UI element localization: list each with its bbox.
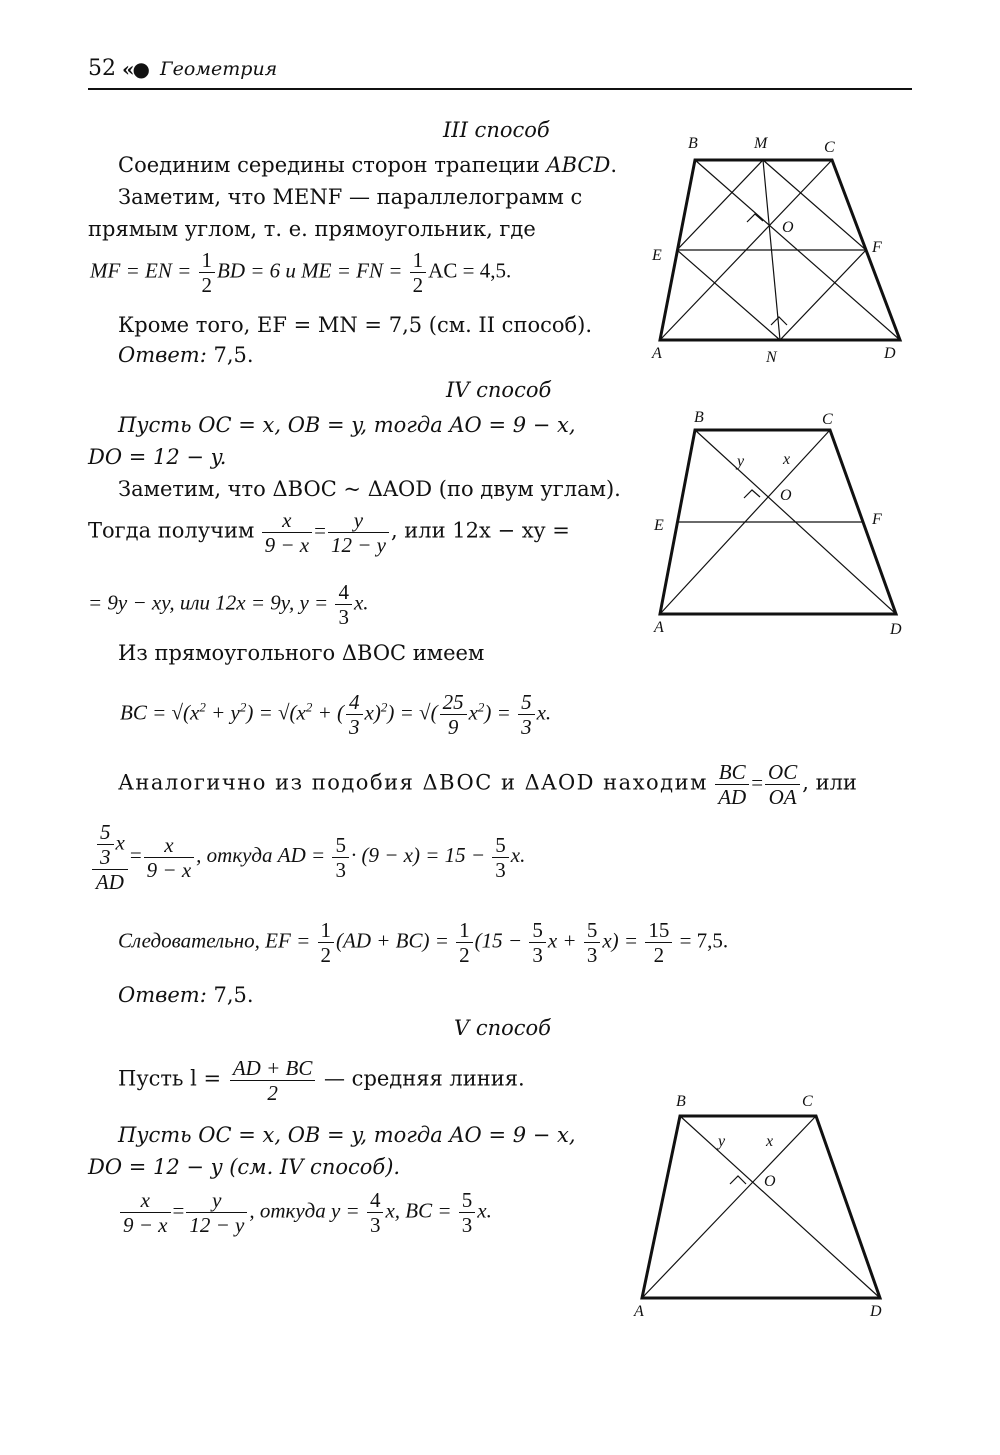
label-F: F <box>872 239 882 256</box>
label-B: B <box>676 1093 686 1110</box>
label-A: A <box>634 1303 644 1320</box>
m5-formula: $\frac{x}{9 - x}$ = $\frac{y}{12 - y}$ , откуда y = $\frac{4}{3}$ x, BC = $\frac{5}{3}$ x. <box>118 1188 492 1237</box>
header-ornament: «● <box>122 57 148 81</box>
m4-bc-formula: BC = $√(x^2 + y^2) = √(x^2$ + ( $\frac{4}{3}$ x)$^2$) = √( $\frac{25}{9}$ $x^2$) = $\frac{5}{3}$ x. <box>120 690 552 739</box>
m5-midline: Пусть l = $\frac{AD + BC}{2}$ — средняя линия. <box>118 1056 525 1105</box>
label-D: D <box>884 345 896 362</box>
m4-solve-y: = 9y − xy, или 12x = 9y, y = $\frac{4}{3}$ x. <box>88 580 369 629</box>
m3-line4: Кроме того, EF = MN = 7,5 (см. II способ). <box>118 313 592 337</box>
label-A: A <box>654 619 664 636</box>
m3-line3: прямым углом, т. е. прямоугольник, где <box>88 217 536 241</box>
m4-proportion: Тогда получим $\frac{x}{9 - x}$ = $\frac{y}{12 - y}$ , или 12x − xy = <box>88 508 570 557</box>
trapezoid-figure-midline <box>620 1086 910 1326</box>
label-y: y <box>737 453 745 470</box>
m4-line6: Из прямоугольного ΔBOC имеем <box>118 641 485 665</box>
header-divider <box>88 88 912 90</box>
method-3-heading: III способ <box>443 118 550 142</box>
section-title: Геометрия <box>160 58 278 80</box>
label-O: O <box>780 487 792 504</box>
trapezoid-figure-similarity <box>640 400 920 640</box>
label-x: x <box>783 451 791 468</box>
label-C: C <box>822 411 833 428</box>
trapezoid-figure-midpoints <box>640 128 920 368</box>
label-C: C <box>802 1093 813 1110</box>
label-M: M <box>754 135 768 152</box>
label-E: E <box>652 247 662 264</box>
page-number: 52 <box>88 56 116 81</box>
method-4-heading: IV способ <box>446 378 552 402</box>
label-A: A <box>652 345 662 362</box>
m4-ad-formula: $\frac{5}{3}$ x AD = $\frac{x}{9 - x}$ , откуда AD = $\frac{5}{3}$ · (9 − x) = 15 − $\frac{5}{3}$ x. <box>90 820 525 894</box>
label-D: D <box>870 1303 882 1320</box>
m4-ef-formula: Следовательно, EF = $\frac{1}{2}$ (AD + BC) = $\frac{1}{2}$ (15 − $\frac{5}{3}$ x + $\frac{5}{3}$ x) = $\frac{15}{2}$ = 7,5. <box>118 918 729 967</box>
m3-answer: Ответ: 7,5. <box>118 343 254 367</box>
label-y: y <box>718 1133 726 1150</box>
label-F: F <box>872 511 882 528</box>
label-B: B <box>688 135 698 152</box>
trapezoid-outline <box>642 1116 880 1298</box>
label-O: O <box>782 219 794 236</box>
label-N: N <box>766 349 777 366</box>
m4-similarity: Аналогично из подобия ΔBOC и ΔAOD находим $\frac{BC}{AD}$ = $\frac{OC}{OA}$ , или <box>118 760 857 809</box>
label-B: B <box>694 409 704 426</box>
label-D: D <box>890 621 902 638</box>
m4-answer: Ответ: 7,5. <box>118 983 254 1007</box>
m5-line3: DO = 12 − y (см. IV способ). <box>88 1155 401 1179</box>
m4-line3: Заметим, что ΔBOC ~ ΔAOD (по двум углам). <box>118 477 621 501</box>
m3-line2: Заметим, что MENF — параллелограмм с <box>118 185 583 209</box>
method-5-heading: V способ <box>454 1016 551 1040</box>
m4-line1: Пусть OC = x, OB = y, тогда AO = 9 − x, <box>118 413 576 437</box>
m3-line1: Соединим середины сторон трапеции ABCD. <box>118 153 617 177</box>
m3-formula: MF = EN = $\frac{1}{2}$ BD = 6 и ME = FN = $\frac{1}{2}$ AC = 4,5. <box>90 248 512 297</box>
label-O: O <box>764 1173 776 1190</box>
label-x: x <box>766 1133 774 1150</box>
label-C: C <box>824 139 835 156</box>
m4-line2: DO = 12 − y. <box>88 445 227 469</box>
label-E: E <box>654 517 664 534</box>
m5-line2: Пусть OC = x, OB = y, тогда AO = 9 − x, <box>118 1123 576 1147</box>
